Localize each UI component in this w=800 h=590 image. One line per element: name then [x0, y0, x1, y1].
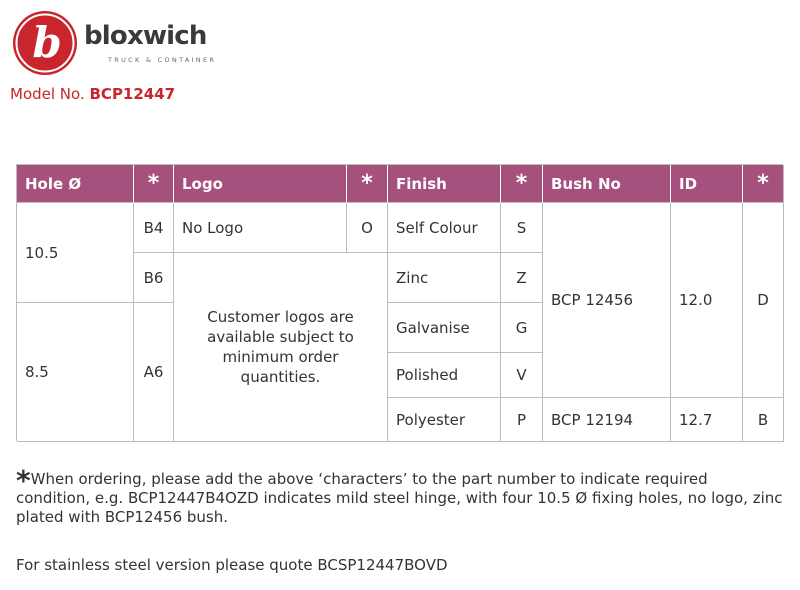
bloxwich-badge-icon: [12, 10, 78, 76]
finish-code-s: S: [501, 203, 543, 253]
ordering-footnote: [16, 464, 786, 527]
header-logo-code: *: [347, 165, 388, 203]
hole-code-b4: B4: [134, 203, 174, 253]
header-finish: Finish: [388, 165, 501, 203]
logo-note: Customer logos are available subject to minimum order quantities.: [174, 253, 388, 442]
hole-size-10-5: 10.5: [17, 203, 134, 303]
bush-code-b: B: [743, 398, 784, 442]
header-hole-code: *: [134, 165, 174, 203]
options-table: [16, 164, 783, 441]
hole-size-8-5: 8.5: [17, 303, 134, 442]
hole-code-a6: A6: [134, 303, 174, 442]
footnote-text: When ordering, please add the above ‘characters’ to the part number to indicate required condition, e.g. BCP12447B4OZD indicates mild steel hinge, with four 10.5 Ø fixing holes, no logo, zinc plated with BCP12456 bush.: [16, 470, 783, 526]
finish-galvanise: Galvanise: [388, 303, 501, 353]
logo-option-code: O: [347, 203, 388, 253]
stainless-note: For stainless steel version please quote BCSP12447BOVD: [16, 556, 448, 574]
finish-code-g: G: [501, 303, 543, 353]
model-label: Model No.: [10, 85, 85, 103]
header-hole: Hole Ø: [17, 165, 134, 203]
logo-letter: b: [32, 18, 62, 67]
finish-polished: Polished: [388, 353, 501, 398]
finish-code-v: V: [501, 353, 543, 398]
finish-code-p: P: [501, 398, 543, 442]
finish-polyester: Polyester: [388, 398, 501, 442]
header-logo: Logo: [174, 165, 347, 203]
hole-code-b6: B6: [134, 253, 174, 303]
brand-logo: [12, 10, 222, 78]
bush-code-d: D: [743, 203, 784, 398]
model-code: BCP12447: [89, 85, 176, 103]
logo-option: No Logo: [174, 203, 347, 253]
bush-id-12-7: 12.7: [671, 398, 743, 442]
finish-self-colour: Self Colour: [388, 203, 501, 253]
header-finish-code: *: [501, 165, 543, 203]
bush-id-12-0: 12.0: [671, 203, 743, 398]
brand-name: bloxwich: [84, 21, 207, 51]
bush-no-12194: BCP 12194: [543, 398, 671, 442]
finish-zinc: Zinc: [388, 253, 501, 303]
bush-no-12456: BCP 12456: [543, 203, 671, 398]
finish-code-z: Z: [501, 253, 543, 303]
model-number: [10, 85, 175, 103]
header-id-code: *: [743, 165, 784, 203]
header-id: ID: [671, 165, 743, 203]
footnote-star: *: [16, 464, 31, 497]
brand-tagline: TRUCK & CONTAINER: [108, 56, 217, 64]
header-bush-no: Bush No: [543, 165, 671, 203]
